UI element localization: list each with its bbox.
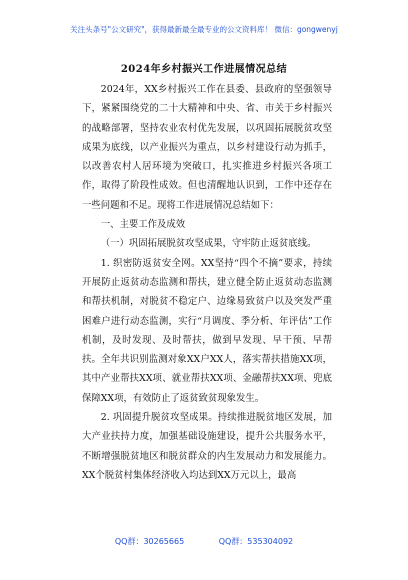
promo-banner[interactable]: 关注头条号"公文研究"，获得最新最全最专业的公文资料库！ 微信：gongwenyj [70,25,338,34]
document-body [82,80,332,485]
subsection-heading: （一）巩固拓展脱贫攻坚成果，守牢防止返贫底线。 [100,238,317,250]
body-paragraph: 1. 织密防返贫安全网。XX坚持“四个不摘”要求，持续开展防止返贫动态监测和帮扶，建立健全防止返贫动态监测和帮扶机制，对脱贫不稳定户、边缘易致贫户以及突发严重困难户进行动态监测，实行“月调度、季分析、年评估”工作机制，及时发现、及时帮扶，做到早发现、早干预、早帮扶。全年共识别监测对象XX户XX人，落实帮扶措施XX项，其中产业帮扶XX项、就业帮扶XX项、金融帮扶XX项、兜底保障XX项，有效防止了返贫致贫现象发生。 [82,257,332,404]
document-title: 2024年乡村振兴工作进展情况总结 [120,64,288,75]
footer-contact [0,536,408,547]
qq-group-1: QQ群：30265665 [114,537,185,546]
section-heading: 一、主要工作及成效 [100,219,186,231]
qq-group-2: QQ群：535304092 [218,537,294,546]
body-paragraph: 2. 巩固提升脱贫攻坚成果。持续推进脱贫地区发展，加大产业扶持力度，加强基础设施建设，提升公共服务水平，不断增强脱贫地区和脱贫群众的内生发展动力和发展能力。XX个脱贫村集体经济收入均达到XX万元以上，最高 [82,412,332,481]
intro-paragraph: 2024年，XX乡村振兴工作在县委、县政府的坚强领导下，紧紧围绕党的二十大精神和中央、省、市关于乡村振兴的战略部署，坚持农业农村优先发展，以巩固拓展脱贫攻坚成果为底线，以产业振兴为重点，以乡村建设行动为抓手，以改善农村人居环境为突破口，扎实推进乡村振兴各项工作，取得了阶段性成效。但也清醒地认识到，工作中还存在一些问题和不足。现将工作进展情况总结如下： [82,84,332,211]
